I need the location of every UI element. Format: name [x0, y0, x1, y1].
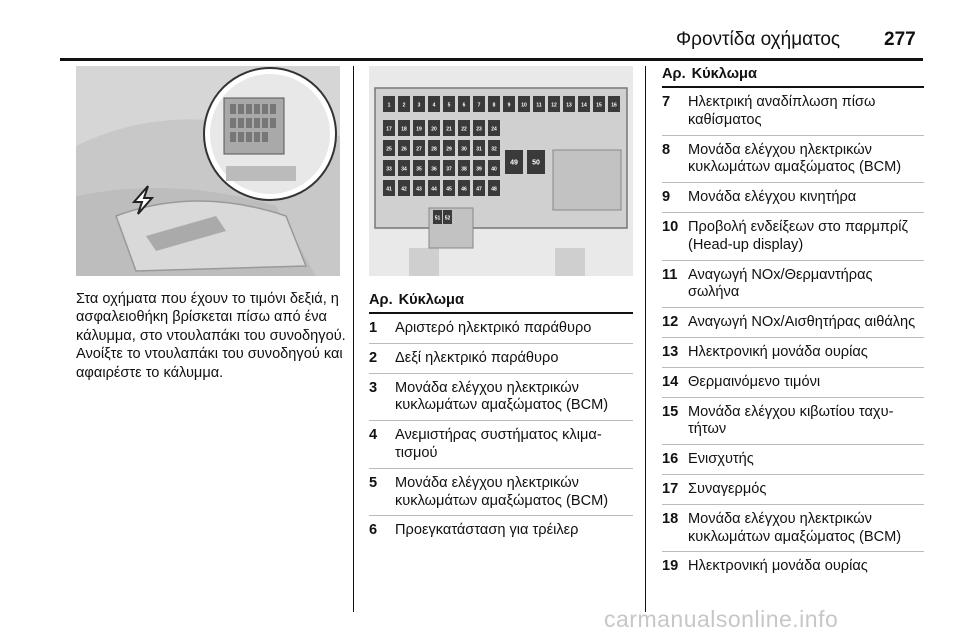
- fuse-cell: [413, 120, 425, 136]
- fuse-cell: [488, 160, 500, 176]
- fuse-cell: [488, 140, 500, 156]
- fuse-label: 18: [401, 126, 407, 133]
- glovebox-instructions: Στα οχήματα που έχουν το τιμόνι δεξιά, η ασφαλειοθήκη βρίσκεται πίσω από ένα κάλυμμα, στο ντουλαπάκι του συνοδηγού. Ανοίξτε το ντουλαπάκι του συνοδηγού και αφαιρέστε το κάλυμμα.: [76, 291, 346, 381]
- table-row: [662, 475, 924, 505]
- fuse-label: 41: [386, 186, 392, 193]
- row-number: 1: [369, 320, 378, 336]
- table-row: [369, 421, 633, 469]
- fuse-cell: [503, 96, 515, 112]
- fuse-label: 8: [492, 102, 496, 109]
- fuse-cell: [488, 180, 500, 196]
- fuse-cell: [505, 150, 523, 174]
- watermark-footer: carmanualsonline.info: [604, 606, 839, 632]
- fuse-label: 23: [476, 126, 482, 133]
- fuse-cell: [428, 180, 440, 196]
- fuse-label: 26: [401, 146, 407, 153]
- fuse-label: 47: [476, 186, 482, 193]
- fuse-cell: [428, 120, 440, 136]
- row-circuit: Προβολή ενδείξεων στο παρμπρίζ (Head-up display): [688, 218, 908, 253]
- row-circuit: Ηλεκτρική αναδίπλωση πίσω καθίσματος: [688, 94, 876, 128]
- row-number: 12: [662, 314, 679, 331]
- fuse-label: 31: [476, 146, 482, 153]
- table-row: [369, 374, 633, 422]
- row-circuit: Ενισχυτής: [688, 451, 754, 468]
- fuse-label: 6: [462, 102, 466, 109]
- row-number: 7: [662, 94, 671, 110]
- fuse-cell: [488, 96, 500, 112]
- table-row: [662, 398, 924, 446]
- fuse-cell: [488, 120, 500, 136]
- fuse-cell: [433, 210, 442, 224]
- fuse-label: 19: [416, 126, 422, 133]
- fuse-cell: [383, 160, 395, 176]
- fuse-label: 28: [431, 146, 437, 153]
- table-row: [662, 213, 924, 261]
- fuse-cell: [527, 150, 545, 174]
- row-number: 9: [662, 189, 671, 206]
- row-number: 14: [662, 373, 679, 390]
- page-number: 277: [884, 29, 916, 50]
- fuse-cell: [473, 120, 485, 136]
- row-number: 8: [662, 141, 671, 158]
- row-circuit: Ηλεκτρονική μονάδα ουρίας: [688, 343, 868, 360]
- fuse-label: 35: [416, 166, 422, 173]
- fuse-cell: [458, 120, 470, 136]
- fuse-label: 32: [491, 146, 497, 153]
- circuit-table-2: [662, 66, 924, 581]
- fuse-cell: [518, 96, 530, 112]
- fuse-label: 42: [401, 186, 407, 193]
- fuse-cell: [458, 96, 470, 112]
- fuse-label: 37: [446, 166, 452, 173]
- fuse-label: 27: [416, 146, 422, 153]
- table-row: [662, 88, 924, 136]
- fuse-label: 34: [401, 166, 407, 173]
- fuse-label: 2: [402, 102, 406, 109]
- column-divider: [645, 66, 646, 612]
- fuse-cell: [458, 180, 470, 196]
- table-row: [369, 516, 633, 545]
- fuse-label: 39: [476, 166, 482, 173]
- page-header-title: Φροντίδα οχήματος: [676, 29, 841, 50]
- fusebox-diagram: [369, 66, 633, 276]
- fuse-label: 12: [551, 102, 557, 109]
- row-circuit: Μονάδα ελέγχου ηλεκτρικών κυκλωμάτων αμαξώματος (BCM): [688, 510, 902, 545]
- row-circuit: Ηλεκτρονική μονάδα ουρίας: [688, 558, 868, 575]
- fuse-cell: [383, 120, 395, 136]
- fuse-cell: [398, 180, 410, 196]
- row-number: 10: [662, 218, 679, 235]
- table-row: [369, 469, 633, 517]
- col-number-header: Αρ.: [662, 66, 686, 82]
- fuse-label: 50: [532, 159, 540, 167]
- fuse-cell: [413, 160, 425, 176]
- table-row: [369, 314, 633, 344]
- row-number: 5: [369, 474, 378, 491]
- row-number: 2: [369, 349, 378, 366]
- fuse-cell: [533, 96, 545, 112]
- row-number: 19: [662, 558, 679, 575]
- fuse-cell: [443, 120, 455, 136]
- fuse-cell: [473, 96, 485, 112]
- row-circuit: Μονάδα ελέγχου ηλεκτρικών κυκλωμάτων αμαξώματος (BCM): [688, 141, 902, 176]
- fuse-cell: [593, 96, 605, 112]
- fuse-label: 25: [386, 146, 392, 153]
- row-number: 17: [662, 480, 679, 497]
- fuse-label: 21: [446, 126, 452, 133]
- fuse-cell: [383, 96, 395, 112]
- fuse-cell: [578, 96, 590, 112]
- fuse-label: 36: [431, 166, 437, 173]
- fuse-cell: [443, 180, 455, 196]
- table-row: [662, 505, 924, 553]
- fuse-label: 44: [431, 186, 437, 193]
- table-row: [662, 308, 924, 338]
- fuse-label: 30: [461, 146, 467, 153]
- table-row: [662, 552, 924, 581]
- fuse-label: 14: [581, 102, 587, 109]
- row-number: 13: [662, 343, 679, 360]
- row-number: 18: [662, 510, 679, 527]
- fuse-cell: [383, 140, 395, 156]
- table-body: [662, 88, 924, 581]
- row-circuit: Μονάδα ελέγχου ηλεκτρικών κυκλωμάτων αμαξώματος (BCM): [395, 474, 609, 509]
- fuse-label: 9: [507, 102, 511, 109]
- fuse-cell: [428, 160, 440, 176]
- circuit-table-1: [369, 292, 633, 545]
- col-circuit-header: Κύκλωμα: [691, 66, 757, 82]
- fuse-cell: [413, 140, 425, 156]
- row-circuit: Μονάδα ελέγχου ηλεκτρικών κυκλωμάτων αμαξώματος (BCM): [395, 379, 609, 414]
- row-circuit: Μονάδα ελέγχου κινητήρα: [688, 189, 857, 206]
- fuse-cell: [473, 140, 485, 156]
- fuse-label: 24: [491, 126, 497, 133]
- fuse-cell: [443, 140, 455, 156]
- table-row: [662, 183, 924, 213]
- row-circuit: Μονάδα ελέγχου κιβωτίου ταχυτήτων: [688, 403, 894, 438]
- fuse-cell: [473, 160, 485, 176]
- row-circuit: Ανεμιστήρας συστήματος κλιματισμού: [395, 427, 602, 461]
- row-circuit: Θερμαινόμενο τιμόνι: [688, 373, 821, 390]
- fuse-cell: [473, 180, 485, 196]
- table-header: [662, 66, 924, 88]
- fuse-label: 52: [444, 215, 451, 222]
- fuse-label: 13: [566, 102, 572, 109]
- fuse-label: 15: [596, 102, 602, 109]
- row-number: 16: [662, 451, 679, 468]
- fuse-label: 4: [432, 102, 436, 109]
- fuse-cell: [443, 210, 452, 224]
- row-circuit: Αναγωγή NOx/Θερμαντήρας σωλήνα: [688, 266, 873, 301]
- fuse-label: 43: [416, 186, 422, 193]
- col-circuit-header: Κύκλωμα: [398, 292, 464, 308]
- row-circuit: Δεξί ηλεκτρικό παράθυρο: [395, 349, 559, 366]
- fuse-label: 20: [431, 126, 437, 133]
- table-row: [369, 344, 633, 374]
- fuse-label: 1: [387, 102, 391, 109]
- row-number: 4: [369, 427, 378, 444]
- fuse-label: 46: [461, 186, 467, 193]
- fuse-cell: [548, 96, 560, 112]
- fuse-label: 51: [434, 215, 441, 222]
- fuse-label: 38: [461, 166, 467, 173]
- row-number: 3: [369, 379, 378, 396]
- fuse-cell: [398, 160, 410, 176]
- table-row: [662, 261, 924, 309]
- fuse-label: 7: [477, 102, 481, 109]
- table-row: [662, 338, 924, 368]
- row-number: 15: [662, 403, 679, 420]
- fuse-label: 49: [510, 159, 518, 167]
- fuse-label: 5: [447, 102, 451, 109]
- fuse-cell: [443, 96, 455, 112]
- col-number-header: Αρ.: [369, 292, 393, 308]
- fuse-cell: [413, 180, 425, 196]
- row-number: 6: [369, 522, 378, 539]
- fuse-label: 3: [417, 102, 421, 109]
- fuse-cell: [458, 140, 470, 156]
- row-circuit: Αριστερό ηλεκτρικό παράθυρο: [395, 320, 592, 336]
- header-rule: [60, 58, 923, 61]
- fuse-label: 29: [446, 146, 452, 153]
- table-body: [369, 314, 633, 545]
- fuse-label: 48: [491, 186, 497, 193]
- table-row: [662, 445, 924, 475]
- glovebox-illustration: [76, 66, 340, 276]
- fuse-cell: [383, 180, 395, 196]
- fuse-label: 16: [611, 102, 617, 109]
- fuse-cell: [443, 160, 455, 176]
- row-circuit: Αναγωγή NOx/Αισθητήρας αιθάλης: [688, 314, 916, 331]
- column-divider: [353, 66, 354, 612]
- table-row: [662, 368, 924, 398]
- fuse-label: 10: [521, 102, 527, 109]
- fuse-label: 17: [386, 126, 392, 133]
- row-circuit: Συναγερμός: [688, 480, 767, 497]
- fuse-label: 45: [446, 186, 452, 193]
- fuse-cell: [608, 96, 620, 112]
- row-circuit: Προεγκατάσταση για τρέιλερ: [395, 522, 579, 539]
- table-header: [369, 292, 633, 314]
- fuse-cell: [398, 120, 410, 136]
- fuse-cell: [398, 140, 410, 156]
- row-number: 11: [662, 266, 678, 283]
- fuse-cell: [428, 140, 440, 156]
- fuse-label: 22: [461, 126, 467, 133]
- fuse-cell: [563, 96, 575, 112]
- table-row: [662, 136, 924, 184]
- fuse-label: 11: [536, 102, 542, 109]
- fuse-cell: [458, 160, 470, 176]
- fuse-label: 40: [491, 166, 497, 173]
- fuse-cell: [398, 96, 410, 112]
- fuse-cell: [428, 96, 440, 112]
- fuse-label: 33: [386, 166, 392, 173]
- fuse-cell: [413, 96, 425, 112]
